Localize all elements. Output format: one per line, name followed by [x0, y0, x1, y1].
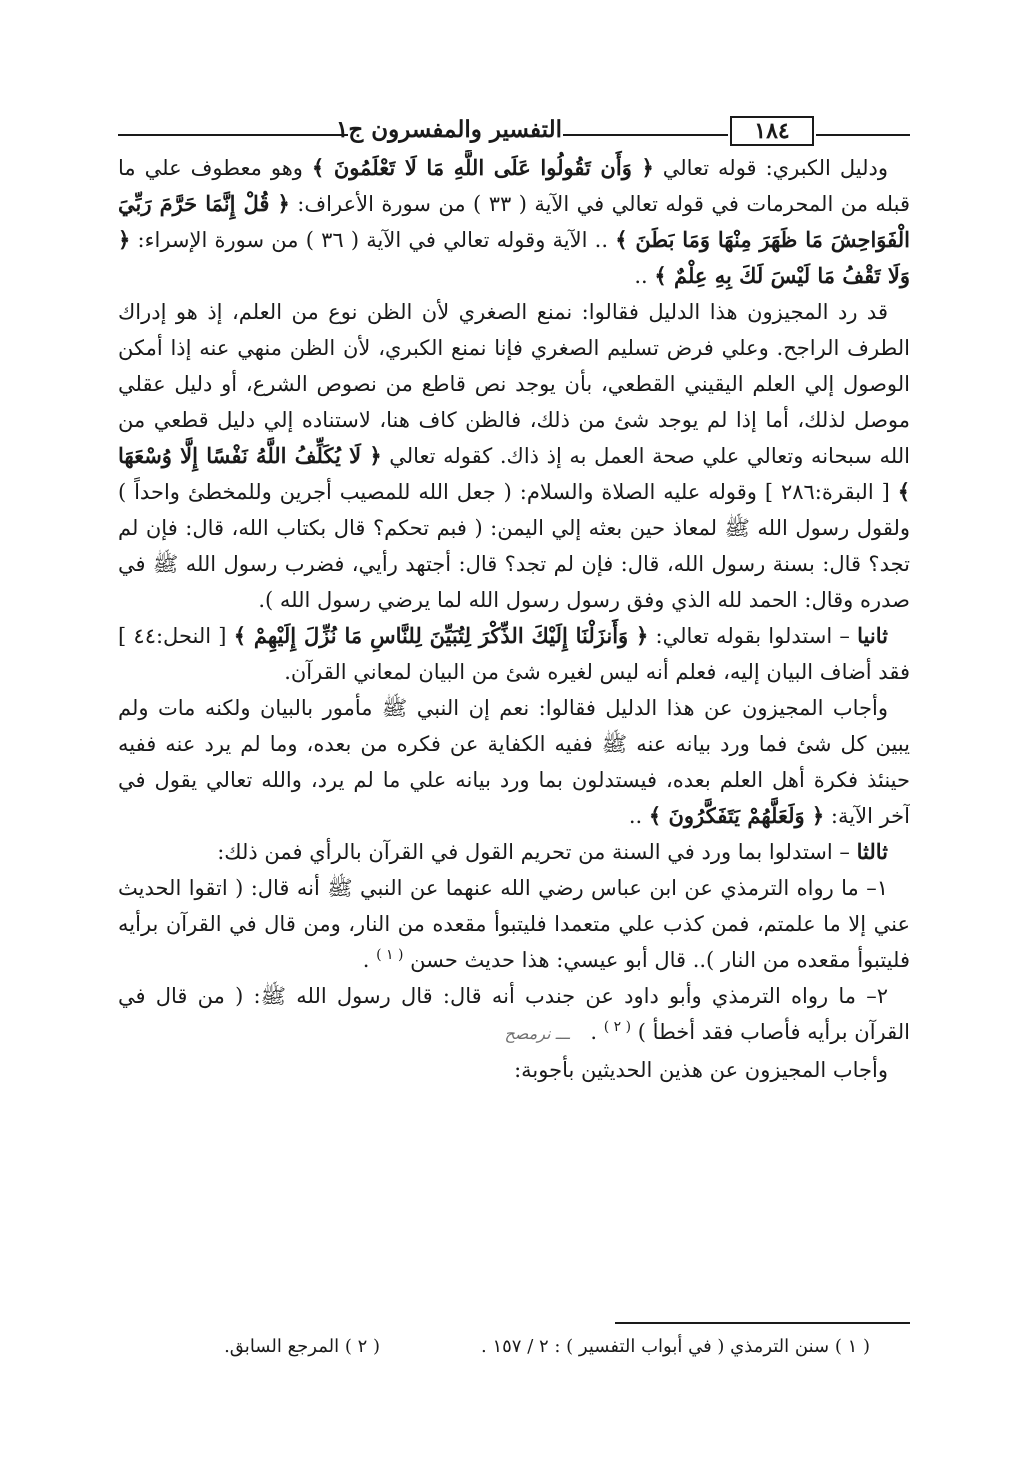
main-text	[118, 150, 910, 1315]
footnote-marker: ( ٢ )	[603, 1019, 632, 1035]
quran-verse: ﴿ قُلْ إِنَّمَا حَرَّمَ رَبِّيَ الْفَوَاحِشَ مَا ظَهَرَ مِنْهَا وَمَا بَطَنَ ﴾	[118, 191, 910, 252]
running-header	[118, 112, 910, 152]
page-number: ١٨٤	[730, 116, 814, 146]
paragraph-response	[118, 294, 910, 618]
footnote-marker: ( ١ )	[376, 947, 404, 963]
footnotes	[118, 1336, 910, 1366]
header-rule-left	[118, 134, 348, 136]
quran-verse: ﴿ لَا يُكَلِّفُ اللَّهُ نَفْسًا إِلَّا وُسْعَهَا ﴾	[118, 443, 910, 504]
quran-verse: ﴿ وَأَن تَقُولُوا عَلَى اللَّهِ مَا لَا تَعْلَمُونَ ﴾	[311, 155, 654, 180]
text-run: ١– ما رواه الترمذي عن ابن عباس رضي الله عنهما عن النبي ﷺ أنه قال: ( اتقوا الحديث عني إلا ما علمتم، فمن كذب علي متعمدا فليتبوأ مقعده من النار، ومن قال في القرآن برأيه فليتبوأ مقعده من النار ).. قال أبو عيسي: هذا حديث حسن	[118, 876, 910, 972]
hadith-item-1	[118, 870, 910, 978]
paragraph-second-evidence	[118, 618, 910, 690]
quran-verse: ﴿ وَلَا تَقْفُ مَا لَيْسَ لَكَ بِهِ عِلْمٌ ﴾	[118, 227, 910, 288]
section-lead: ثانيا	[857, 623, 888, 648]
header-rule-middle	[563, 134, 728, 136]
verse-reference: [ البقرة:٢٨٦ ]	[764, 480, 890, 504]
text-run: ..	[634, 264, 648, 288]
text-run: وأجاب المجيزون عن هذين الحديثين بأجوبة:	[514, 1058, 888, 1082]
text-run: .. الآية وقوله تعالي في الآية ( ٣٦ ) من سورة الإسراء:	[137, 228, 609, 252]
footnote-1: ( ١ ) سنن الترمذي ( في أبواب التفسير ) : ٢ / ١٥٧ .	[481, 1336, 870, 1357]
text-run: .	[362, 948, 370, 972]
text-run: وهو معطوف علي ما قبله من المحرمات في قوله تعالي في الآية ( ٣٣ ) من سورة الأعراف:	[118, 156, 910, 216]
footnote-divider	[615, 1322, 910, 1324]
text-run: [ النحل:٤٤ ] فقد أضاف البيان إليه، فعلم أنه ليس لغيره شئ من البيان لمعاني القرآن.	[118, 624, 910, 684]
footnote-2: ( ٢ ) المرجع السابق.	[224, 1336, 380, 1357]
header-rule-right	[816, 134, 910, 136]
text-run: – استدلوا بما ورد في السنة من تحريم القول في القرآن بالرأي فمن ذلك:	[217, 840, 850, 864]
text-run: ودليل الكبري: قوله تعالي	[662, 156, 888, 180]
paragraph-kubra-evidence	[118, 150, 910, 294]
text-run: .	[590, 1020, 598, 1044]
text-run: – استدلوا بقوله تعالي:	[655, 624, 850, 648]
text-run: وأجاب المجيزون عن هذا الدليل فقالوا: نعم إن النبي ﷺ مأمور بالبيان ولكنه مات ولم يبين كل شئ فما ورد بيانه عنه ﷺ ففيه الكفاية عن فكره من بعده، وما لم يرد عنه ففيه حينئذ فكرة أهل العلم بعده، فيستدلون بما ورد بيانه علي ما لم يرد، والله تعالي يقول في آخر الآية:	[118, 696, 910, 828]
paragraph-answer-intro	[118, 1052, 910, 1088]
section-lead: ثالثا	[856, 839, 888, 864]
text-run: ٢– ما رواه الترمذي وأبو داود عن جندب أنه قال: قال رسول الله ﷺ: ( من قال في القرآن برأيه فأصاب فقد أخطأ )	[118, 984, 910, 1044]
quran-verse: ﴿ وَأَنزَلْنَا إِلَيْكَ الذِّكْرَ لِتُبَيِّنَ لِلنَّاسِ مَا نُزِّلَ إِلَيْهِمْ ﴾	[233, 623, 649, 648]
running-title: التفسير والمفسرون ج١	[336, 116, 562, 143]
text-run: وقوله عليه الصلاة والسلام: ( جعل الله للمصيب أجرين وللمخطئ واحداً ) ولقول رسول الله ﷺ لمعاذ حين بعثه إلي اليمن: ( فبم تحكم؟ قال بكتاب الله، قال: فإن لم تجد؟ قال: بسنة رسول الله، قال: فإن لم تجد؟ قال: أجتهد رأيي، فضرب رسول الله ﷺ في صدره وقال: الحمد لله الذي وفق رسول رسول الله لما يرضي رسول الله ).	[118, 480, 910, 612]
text-run: قد رد المجيزون هذا الدليل فقالوا: نمنع الصغري لأن الظن نوع من العلم، إذ هو إدراك الطرف الراجح. وعلي فرض تسليم الصغري فإنا نمنع الكبري، لأن الظن منهي عنه إذا أمكن الوصول إلي العلم اليقيني القطعي، بأن يوجد نص قاطع من نصوص الشرع، أو دليل عقلي موصل لذلك، أما إذا لم يوجد شئ من ذلك، فالظن كاف هنا، لاستناده إلي دليل قطعي من الله سبحانه وتعالي علي صحة العمل به إذ ذاك. كقوله تعالي	[118, 300, 910, 468]
paragraph-third-evidence	[118, 834, 910, 870]
quran-verse: ﴿ وَلَعَلَّهُمْ يَتَفَكَّرُونَ ﴾	[648, 803, 825, 828]
handwritten-note: ـــ نرمصح	[504, 1024, 570, 1043]
hadith-item-2	[118, 978, 910, 1052]
paragraph-second-response	[118, 690, 910, 834]
text-run: ..	[628, 804, 643, 828]
